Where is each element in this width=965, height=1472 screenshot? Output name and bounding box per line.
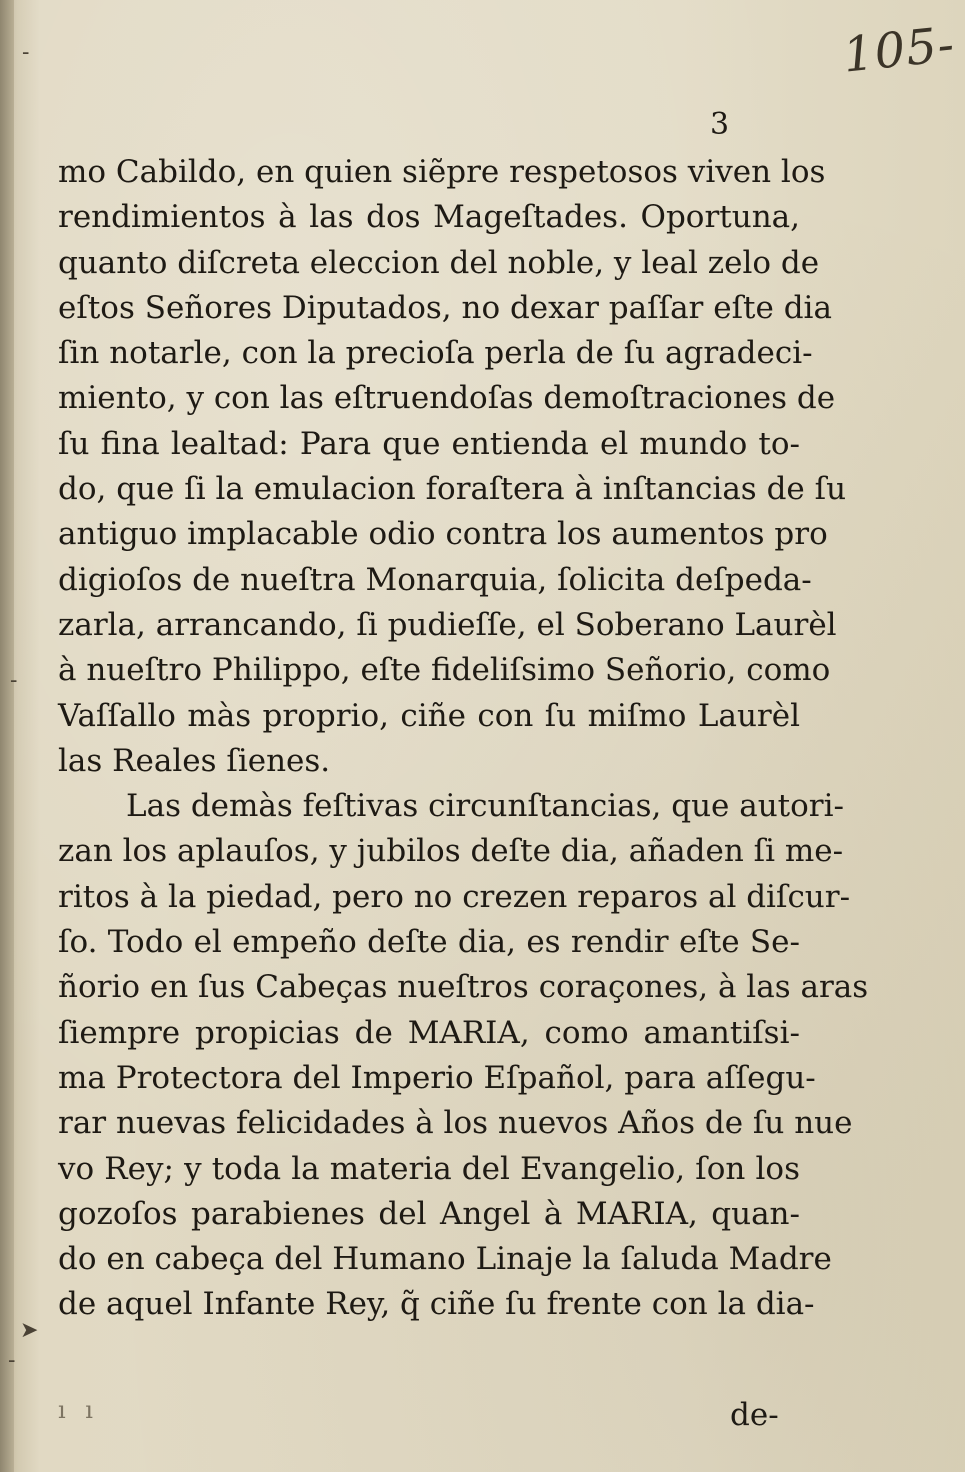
text-line: ritos à la piedad, pero no crezen reparos al diſcur- <box>58 878 851 915</box>
binding-edge <box>0 0 14 1472</box>
text-line: à nueſtro Philippo, eſte fideliſsimo Señorio, como <box>58 652 831 689</box>
text-line: ſo. Todo el empeño deſte dia, es rendir eſte Se- <box>58 924 800 961</box>
text-line: gozoſos parabienes del Angel à MARIA, quan- <box>58 1195 800 1232</box>
text-line: Las demàs feſtivas circunſtancias, que autori- <box>126 788 845 825</box>
margin-tick-mark: ‐ <box>10 668 18 693</box>
text-line: de aquel Infante Rey, q̃ ciñe ſu frente con la dia- <box>58 1286 815 1323</box>
text-line: ſu fina lealtad: Para que entienda el mundo to- <box>58 425 800 462</box>
text-line: las Reales ſienes. <box>58 742 331 779</box>
text-line: digioſos de nueſtra Monarquia, ſolicita deſpeda- <box>58 561 812 598</box>
text-line: rar nuevas felicidades à los nuevos Años de ſu nue <box>58 1105 853 1142</box>
text-line: eſtos Señores Diputados, no dexar paſſar eſte dia <box>58 289 832 326</box>
text-line: ſiempre propicias de MARIA, como amantiſsi- <box>58 1014 800 1051</box>
signature-mark: ı ı <box>58 1396 99 1424</box>
text-line: zarla, arrancando, ſi pudieſſe, el Soberano Laurèl <box>58 606 837 643</box>
text-line: mo Cabildo, en quien siẽpre respetosos viven los <box>58 154 826 190</box>
text-line: ma Protectora del Imperio Eſpañol, para aſſegu- <box>58 1059 816 1096</box>
text-line: vo Rey; y toda la materia del Evangelio, ſon los <box>58 1150 800 1187</box>
text-line: antiguo implacable odio contra los aumentos pro <box>58 516 828 553</box>
text-line: ſin notarle, con la precioſa perla de ſu agradeci- <box>58 335 813 372</box>
margin-arrow-mark: ➤ <box>20 1318 39 1343</box>
paragraph-1 <box>58 150 847 784</box>
text-line: quanto diſcreta eleccion del noble, y leal zelo de <box>58 244 820 281</box>
page-number: 3 <box>710 107 730 142</box>
handwritten-folio-number: 105- <box>840 16 958 84</box>
text-line: do en cabeça del Humano Linaje la ſaluda Madre <box>58 1241 832 1278</box>
paragraph-2 <box>58 784 869 1328</box>
margin-tick-mark: ‐ <box>8 1348 16 1373</box>
margin-tick-mark: ‐ <box>22 40 30 65</box>
text-line: miento, y con las eſtruendoſas demoſtraciones de <box>58 380 836 417</box>
text-line: zan los aplauſos, y jubilos deſte dia, añaden ſi me- <box>58 833 844 870</box>
text-line: do, que ſi la emulacion foraſtera à inſtancias de ſu <box>58 471 847 508</box>
body-text <box>58 150 869 1328</box>
text-line: rendimientos à las dos Mageſtades. Oportuna, <box>58 199 800 236</box>
text-line: Vaſſallo màs proprio, ciñe con ſu miſmo Laurèl <box>58 697 800 734</box>
catchword: de- <box>730 1397 779 1433</box>
text-line: ñorio en ſus Cabeças nueſtros coraçones, à las aras <box>58 969 869 1006</box>
